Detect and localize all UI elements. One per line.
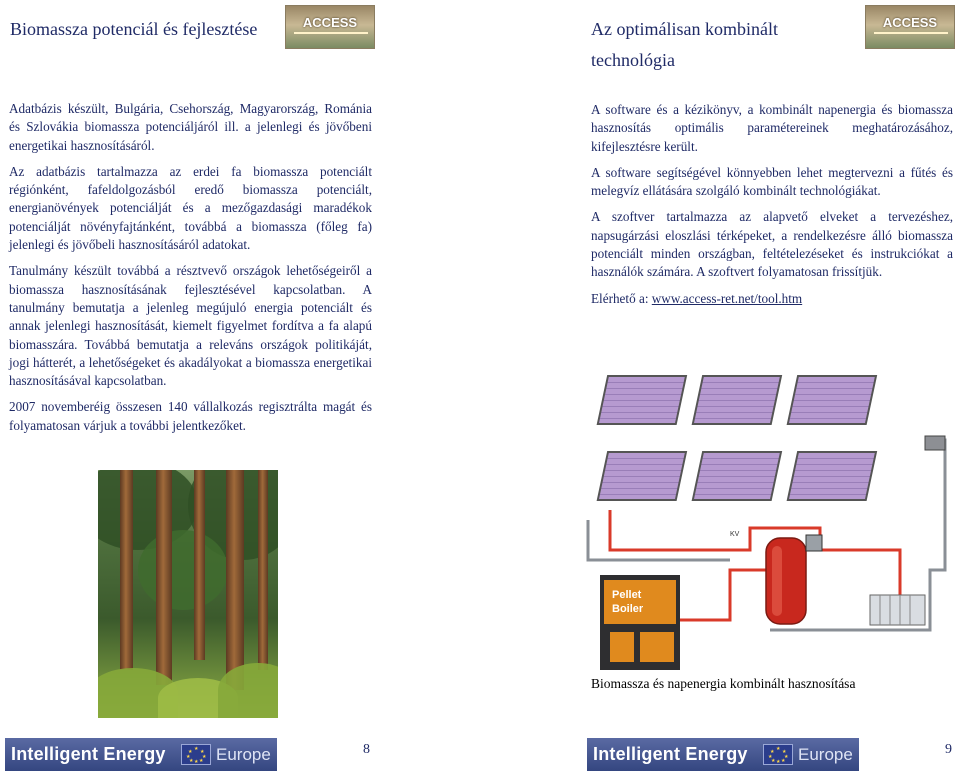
page-number: 9 (945, 742, 952, 757)
paragraph-software-design: A software segítségével könnyebben lehet megtervezni a fűtés és melegvíz ellátására szolgáló kombinált technológiákat. (591, 164, 953, 199)
eu-flag-icon: ★ ★ ★ ★ ★ ★ ★ ★ (763, 744, 793, 765)
paragraph-software: A software és a kézikönyv, a kombinált napenergia és biomassza hasznosítás optimális paramétereinek meghatározásához, kifejlesztésre került. (591, 102, 953, 154)
solar-collector (598, 452, 686, 500)
hot-pipe (680, 570, 770, 620)
valve-label: KV (730, 531, 740, 538)
footer-sub: Europe (216, 745, 271, 764)
radiator (870, 595, 925, 625)
controller-box (925, 436, 945, 450)
right-body-text (591, 101, 953, 316)
access-logo-text: ACCESS (302, 15, 358, 30)
intelligent-energy-banner (5, 738, 277, 771)
right-heading: Az optimálisan kombinált technológia (591, 19, 778, 70)
boiler-label-line1: Pellet (612, 589, 642, 601)
diagram-caption: Biomassza és napenergia kombinált hasznosítása (591, 676, 856, 691)
paragraph-registrations: 2007 novemberéig összesen 140 vállalkozás regisztrálta magát és folyamatosan várjuk a további jelentkezőket. (9, 399, 372, 433)
tool-url-link[interactable]: www.access-ret.net/tool.htm (651, 290, 803, 306)
solar-collector (693, 376, 781, 424)
forest-photo (98, 470, 278, 718)
paragraph-database: Adatbázis készült, Bulgária, Csehország, Magyarország, Románia és Szlovákia biomassza potenciáljáról ill. a jelenlegi és jövőbeni energetikai hasznosításáról. (9, 101, 372, 153)
availability-line (591, 290, 953, 308)
logo-rule (294, 32, 368, 34)
control-unit (806, 535, 822, 551)
logo-rule (874, 32, 948, 34)
intelligent-energy-banner (587, 738, 859, 771)
solar-biomass-system-diagram (570, 370, 960, 670)
access-logo (285, 5, 375, 49)
access-logo (865, 5, 955, 49)
availability-prefix: Elérhető a: (591, 290, 652, 306)
solar-collector (598, 376, 686, 424)
paragraph-study: Tanulmány készült továbbá a résztvevő országok lehetőségeiről a biomassza hasznosításának fejlesztésével kapcsolatban. A tanulmány bemutatja a jelenleg megújuló energia potenciált és annak jelenlegi hasznosítását, kiemelt figyelmet fordítva a fa alapú biomasszára. Továbbá bemutatja a releváns országok politikáját, jogi hátterét, a lehetőségeket és akadályokat a biomassza energetikai hasznosításával kapcsolatban. (9, 263, 372, 389)
storage-tank (766, 538, 806, 624)
solar-collector (693, 452, 781, 500)
left-body-text (9, 100, 372, 443)
footer-label: Intelligent Energy (11, 744, 166, 764)
access-logo-text: ACCESS (882, 15, 938, 30)
solar-collector (788, 452, 876, 500)
paragraph-database-contents: Az adatbázis tartalmazza az erdei fa biomassza potenciált régiónként, fafeldolgozásból eredő biomassza potenciált, energianövények potenciálját és a mezőgazdasági maradékok potenciálját növényfajtánként, továbbá a biomassza (főleg fa) jelenlegi és jövőbeli hasznosításáról adatokat. (9, 163, 372, 253)
left-heading: Biomassza potenciál és fejlesztése (10, 19, 258, 39)
footer-sub: Europe (798, 745, 853, 764)
solar-collector-array (598, 376, 876, 500)
paragraph-software-contents: A szoftver tartalmazza az alapvető elveket a tervezéshez, napsugárzási eloszlási térképeket, a rendelkezésre álló biomassza potenciált minden országban, feltételezéseket és instrukciókat a használók számára. A szoftvert folyamatosan frissítjük. (591, 209, 953, 280)
boiler-label-line2: Boiler (612, 603, 644, 615)
pellet-boiler (600, 575, 680, 670)
page-number: 8 (363, 742, 370, 757)
eu-flag-icon: ★ ★ ★ ★ ★ ★ ★ ★ (181, 744, 211, 765)
solar-collector (788, 376, 876, 424)
footer-label: Intelligent Energy (593, 744, 748, 764)
